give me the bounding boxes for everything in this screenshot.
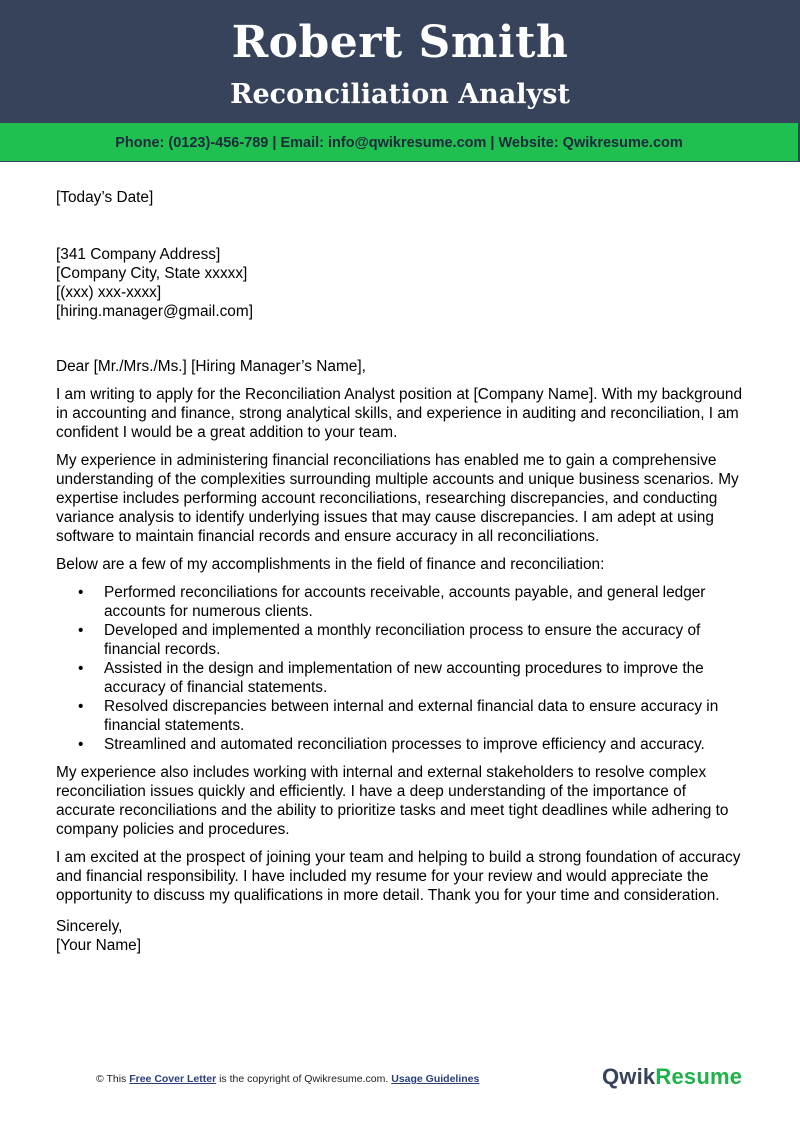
letter-body: [56, 188, 746, 955]
signature: [Your Name]: [56, 937, 141, 954]
list-item: • Performed reconciliations for accounts receivable, accounts payable, and general ledger accounts for numerous clients.: [78, 584, 706, 620]
bullet-icon: •: [78, 584, 84, 601]
letter-date: [Today’s Date]: [56, 189, 154, 206]
address-line: [(xxx) xxx-xxxx]: [56, 284, 162, 301]
body-paragraph: I am writing to apply for the Reconciliation Analyst position at [Company Name]. With my background in accounting and finance, strong analytical skills, and experience in auditing and reconciliation, I am confident I would be a great addition to your team.: [56, 386, 743, 441]
usage-guidelines-link[interactable]: Usage Guidelines: [391, 1073, 480, 1085]
bullet-icon: •: [78, 660, 84, 677]
bullet-icon: •: [78, 622, 84, 639]
address-line: [Company City, State xxxxx]: [56, 265, 248, 282]
address-line: [341 Company Address]: [56, 246, 221, 263]
list-item: • Assisted in the design and implementation of new accounting procedures to improve the accuracy of financial statements.: [78, 660, 704, 696]
bullet-icon: •: [78, 736, 84, 753]
qwikresume-logo: QwikResume: [602, 1064, 743, 1089]
signoff: Sincerely,: [56, 918, 123, 935]
free-cover-letter-link[interactable]: Free Cover Letter: [129, 1073, 217, 1085]
list-item: • Resolved discrepancies between internal and external financial data to ensure accuracy in financial statements.: [78, 698, 719, 734]
body-paragraph: My experience also includes working with internal and external stakeholders to resolve complex reconciliation issues quickly and efficiently. I have a deep understanding of the importance of accurate reconciliations and the ability to prioritize tasks and meet tight deadlines while adhering to company policies and procedures.: [56, 764, 729, 838]
applicant-name: Robert Smith: [231, 17, 569, 68]
accomplishment-list: [56, 583, 746, 754]
salutation: Dear [Mr./Mrs./Ms.] [Hiring Manager’s Name],: [56, 358, 366, 375]
body-paragraph: My experience in administering financial reconciliations has enabled me to gain a comprehensive understanding of the complexities surrounding multiple accounts and unique business scenarios. My expertise includes performing account reconciliations, researching discrepancies, and conducting variance analysis to identify underlying issues that may cause discrepancies. I am adept at using software to maintain financial records and ensure accuracy in all reconciliations.: [56, 452, 739, 545]
job-title: Reconciliation Analyst: [230, 79, 570, 110]
contact-bar: Phone: (0123)-456-789 | Email: info@qwikresume.com | Website: Qwikresume.com: [0, 123, 800, 162]
list-item: • Developed and implemented a monthly reconciliation process to ensure the accuracy of financial records.: [78, 622, 701, 658]
body-paragraph: I am excited at the prospect of joining your team and helping to build a strong foundation of accuracy and financial responsibility. I have included my resume for your review and would appreciate the opportunity to discuss my qualifications in more detail. Thank you for your time and consideration.: [56, 849, 741, 904]
header-banner: [0, 0, 800, 123]
address-line: [hiring.manager@gmail.com]: [56, 303, 253, 320]
footer-copyright: © This Free Cover Letter is the copyright of Qwikresume.com. Usage Guidelines: [96, 1073, 480, 1085]
body-paragraph: Below are a few of my accomplishments in the field of finance and reconciliation:: [56, 556, 605, 573]
list-item: • Streamlined and automated reconciliation processes to improve efficiency and accuracy.: [78, 736, 705, 753]
recipient-address: [56, 245, 746, 321]
bullet-icon: •: [78, 698, 84, 715]
